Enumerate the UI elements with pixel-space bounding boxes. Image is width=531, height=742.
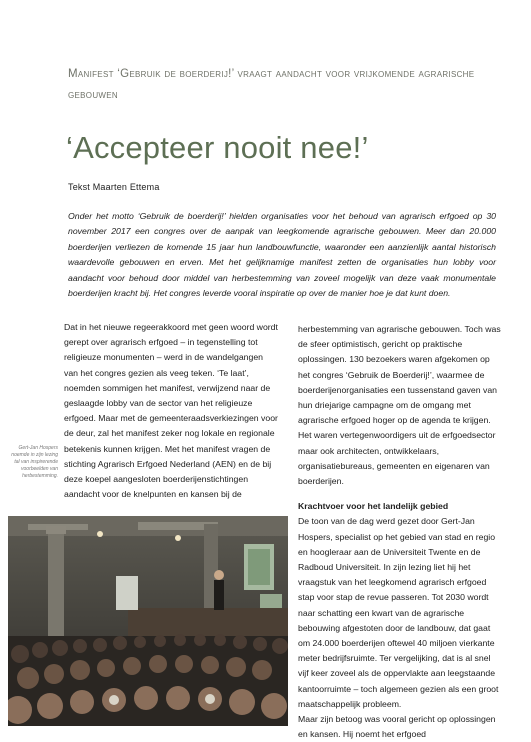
body-paragraph-right-1: herbestemming van agrarische gebouwen. Toch was de sfeer optimistisch, gericht op praktische oplossingen. 130 bezoekers waren afgekomen op het congres ‘Gebruik de Boerderij!’, waarmee de boerderijenorganisaties een tussenstand gaven van hun driejarige campagne om de omgang met agrarische erfgoed hoger op de agenda te krijgen. Het waren vertegenwoordigers uit de erfgoedsector maar ook architecten, ontwikkelaars, organisatiebureaus, gemeenten en eigenaren van boerderijen. [298, 324, 501, 487]
column-left [64, 320, 278, 502]
body-paragraph-left: Dat in het nieuwe regeerakkoord met geen woord wordt gerept over agrarisch erfgoed – in tegenstelling tot religieuze monumenten – werd in de wandelgangen van het congres gezien als veeg teken. ‘Te laat’, noemden sommigen het manifest, verwijzend naar de geslaagde lobby van de sector van het religieuze erfgoed. Maar met de gemeenteraadsverkiezingen voor de deur, zal het manifest zeker nog lokale en regionale betekenis kunnen krijgen. Met het manifest vragen de stichting Agrarisch Erfgoed Nederland (AEN) en de bij deze koepel aangesloten boerderijenstichtingen aandacht voor de knelpunten en kansen bij de [64, 322, 278, 500]
column-right [298, 322, 503, 742]
photo-caption: Gert-Jan Hospers noemde in zijn lezing tal van inspirerende voorbeelden van herbestemming. [11, 445, 58, 479]
article-headline: ‘Accepteer nooit nee!’ [66, 130, 369, 165]
body-paragraph-right-3: Maar zijn betoog was vooral gericht op oplossingen en kansen. Hij noemt het erfgoed [298, 714, 496, 740]
article-lead: Onder het motto ‘Gebruik de boerderij!’ hielden organisaties voor het behoud van agrarisch erfgoed op 30 november 2017 een congres over de aanpak van leegkomende agrarische gebouwen. Meer dan 20.000 boerderijen verliezen de komende 15 jaar hun landbouwfunctie, waaronder een aanzienlijk aantal historisch waardevolle gebouwen en erven. Met het gelijknamige manifest zetten de organisaties hun lobby voor aandacht voor behoud door middel van herbestemming van zoveel mogelijk van deze vaak monumentale boerderijen kracht bij. Het congres leverde vooral inspiratie op over de manier hoe je dat kunt doen. [68, 211, 496, 299]
congress-photo [8, 516, 288, 726]
section-subheading: Krachtvoer voor het landelijk gebied [298, 501, 449, 512]
congress-photo-illustration [8, 516, 288, 726]
article-byline: Tekst Maarten Ettema [68, 182, 160, 192]
article-kicker: Manifest ‘Gebruik de boerderij!’ vraagt aandacht voor vrijkomende agrarische gebouwen [68, 68, 475, 101]
body-paragraph-right-2: De toon van de dag werd gezet door Gert-Jan Hospers, specialist op het gebied van stad en regio en hoogleraar aan de Universiteit Twente en de Radboud Universiteit. In zijn lezing liet hij het vraagstuk van het leegkomend agrarisch erfgoed stap voor stap de revue passeren. Tot 2030 wordt naar schatting een kwart van de agrarische bebouwing afgestoten door de landbouw, dat gaat om 24.000 boerderijen oftewel 40 miljoen vierkante meter bedrijfsruimte. Ter vergelijking, dat is al snel vijf keer zoveel als de oppervlakte aan leegstaande kantoorruimte – toch algemeen gezien als een groot maatschappelijk probleem. [298, 516, 499, 709]
